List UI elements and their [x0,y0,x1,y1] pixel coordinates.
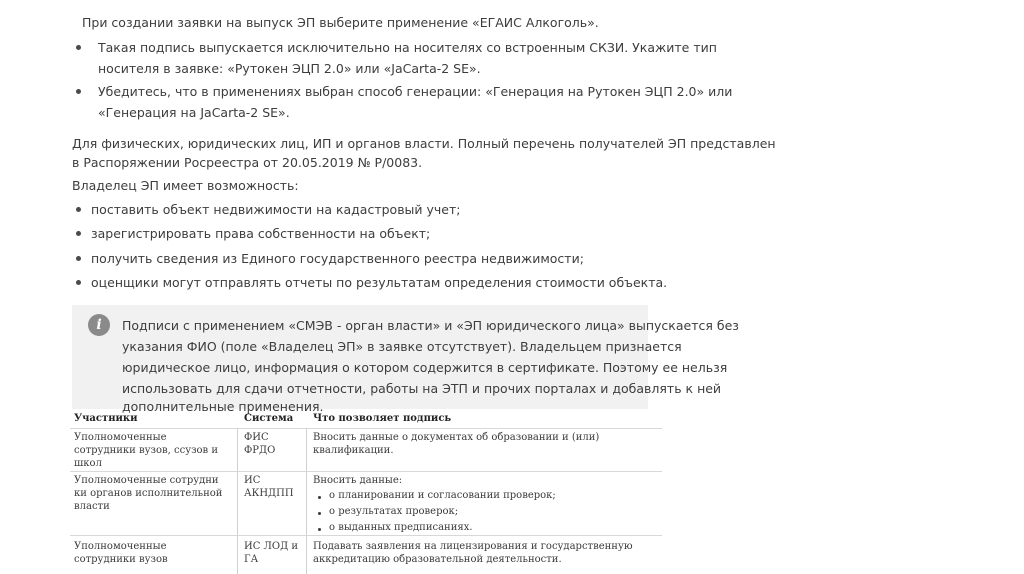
list-item: зарегистрировать права собственности на объект; [91,226,431,241]
table-cell-description: Вносить данные о документах об образовании и (или) [313,432,600,443]
table-header-permissions: Что позволяет подпись [313,413,452,424]
table-cell-system: ИС [244,475,261,486]
table-cell-participant: школ [74,458,102,469]
sub-list-item: о планировании и согласовании проверок; [329,490,556,501]
table-divider [70,535,662,536]
callout-line: использовать для сдачи отчетности, работы на ЭТП и прочих порталах и добавлять к ней [122,381,722,396]
table-cell-participant: сотрудники вузов [74,554,168,565]
sub-list-item: о результатах проверок; [329,506,459,517]
table-cell-description: Вносить данные: [313,475,403,486]
paragraph-line: в Распоряжении Росреестра от 20.05.2019 № Р/0083. [72,155,423,170]
column-divider [237,428,238,574]
sub-list-item: о выданных предписаниях. [329,522,473,533]
table-cell-participant: ки органов исполнительной [74,488,223,499]
bullet-dot [76,280,81,285]
sub-bullet-dot [318,528,321,531]
table-cell-system: ФИС [244,432,269,443]
table-cell-system: АКНДПП [244,488,294,499]
list-item-continuation: носителя в заявке: «Рутокен ЭЦП 2.0» или «JaCarta-2 SE». [98,61,481,76]
table-cell-participant: сотрудники вузов, ссузов и [74,445,219,456]
callout-line: юридическое лицо, информация о котором содержится в сертификате. Поэтому ее нельзя [122,360,728,375]
table-cell-system: ИС ЛОД и [244,541,299,552]
sub-bullet-dot [318,496,321,499]
intro-text: При создании заявки на выпуск ЭП выберите применение «ЕГАИС Алкоголь». [82,15,599,30]
bullet-dot [76,207,81,212]
bullet-dot [76,45,81,50]
table-cell-description: Подавать заявления на лицензирования и государственную [313,541,633,552]
list-item: оценщики могут отправлять отчеты по результатам определения стоимости объекта. [91,275,668,290]
owner-heading: Владелец ЭП имеет возможность: [72,178,299,193]
table-cell-participant: Уполномоченные сотрудни [74,475,219,486]
table-header-system: Система [244,413,294,424]
table-cell-participant: власти [74,501,110,512]
callout-line: указания ФИО (поле «Владелец ЭП» в заявке отсутствует). Владельцем признается [122,339,682,354]
callout-line: Подписи с применением «СМЭВ - орган власти» и «ЭП юридического лица» выпускается без [122,318,739,333]
table-divider [70,428,662,429]
list-item: получить сведения из Единого государственного реестра недвижимости; [91,251,584,266]
table-header-participants: Участники [74,413,138,424]
list-item-continuation: «Генерация на JaCarta-2 SE». [98,105,290,120]
info-icon: i [88,314,110,336]
table-divider [70,471,662,472]
sub-bullet-dot [318,512,321,515]
table-cell-system: ФРДО [244,445,276,456]
paragraph-line: Для физических, юридических лиц, ИП и органов власти. Полный перечень получателей ЭП представлен [72,136,776,151]
table-cell-participant: Уполномоченные [74,432,167,443]
callout-line: дополнительные применения. [122,399,324,414]
table-cell-participant: Уполномоченные [74,541,167,552]
table-cell-description: квалификации. [313,445,394,456]
bullet-dot [76,231,81,236]
list-item: Убедитесь, что в применениях выбран способ генерации: «Генерация на Рутокен ЭЦП 2.0» или [98,84,733,99]
list-item: Такая подпись выпускается исключительно на носителях со встроенным СКЗИ. Укажите тип [98,40,717,55]
list-item: поставить объект недвижимости на кадастровый учет; [91,202,461,217]
column-divider [306,428,307,574]
bullet-dot [76,89,81,94]
bullet-dot [76,256,81,261]
table-cell-system: ГА [244,554,259,565]
table-cell-description: аккредитацию образовательной деятельности. [313,554,562,565]
